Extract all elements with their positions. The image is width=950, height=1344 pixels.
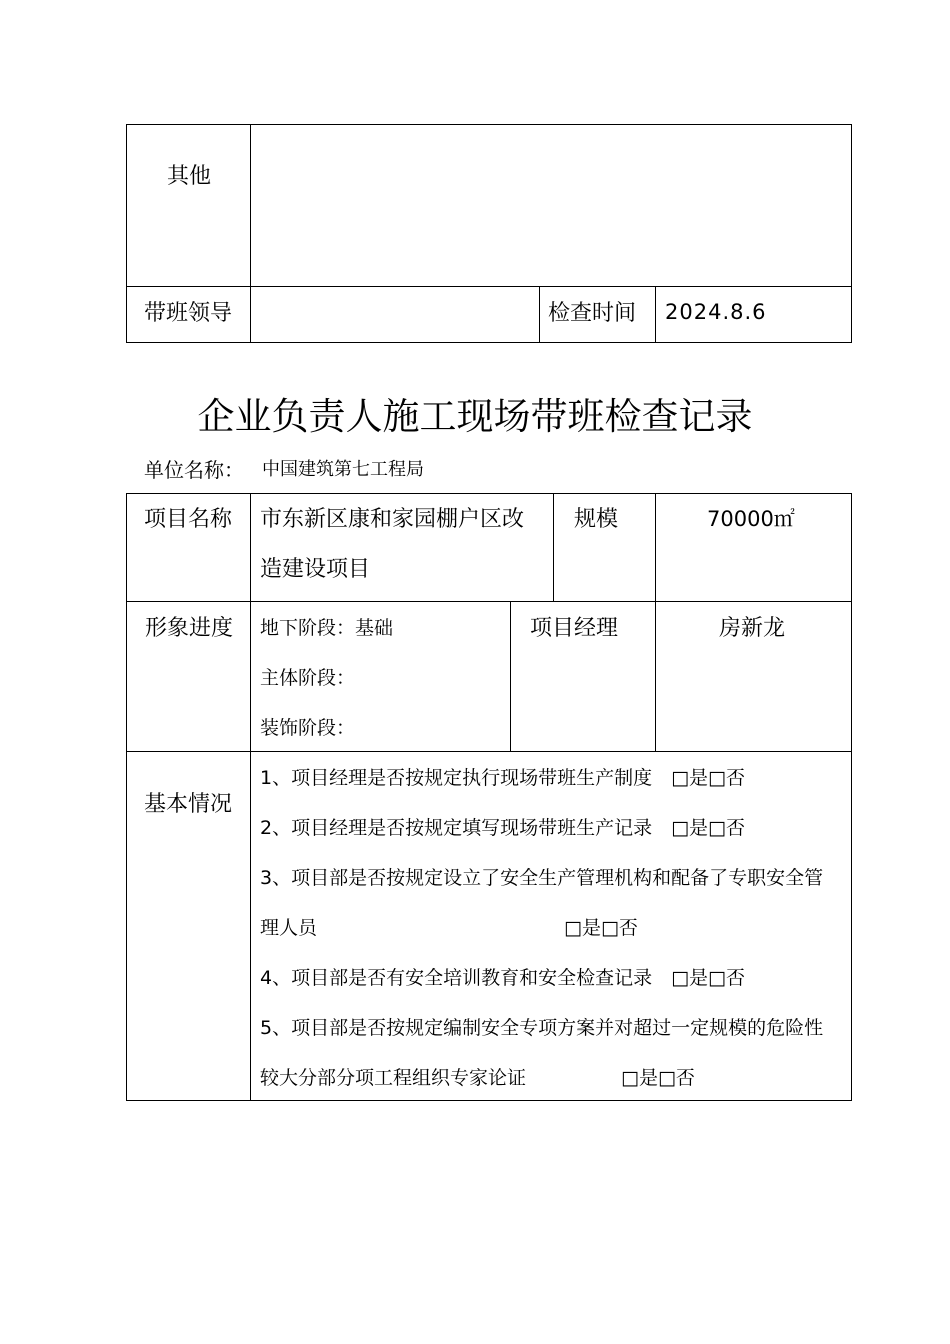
table-border [126,751,852,752]
progress-line: 地下阶段：基础 [260,617,394,639]
basic-line: 2、项目经理是否按规定填写现场带班生产记录 □是□否 [260,817,745,839]
table-border [126,1100,852,1101]
table-border [539,286,540,343]
table-border [250,124,251,343]
table-border [553,493,554,601]
project-name-label: 项目名称 [144,507,233,532]
unit-value: 中国建筑第七工程局 [262,459,424,480]
progress-label: 形象进度 [145,616,234,641]
table-border [851,493,852,1101]
check-time-label: 检查时间 [548,301,637,326]
basic-line: 3、项目部是否按规定设立了安全生产管理机构和配备了专职安全管 [260,867,824,889]
basic-line: 理人员 □是□否 [260,917,638,939]
table-border [126,493,852,494]
progress-line: 主体阶段： [260,667,356,689]
table-border [655,286,656,343]
basic-line: 5、项目部是否按规定编制安全专项方案并对超过一定规模的危险性 [260,1017,824,1039]
table-border [851,124,852,343]
basic-label: 基本情况 [144,792,233,817]
scale-value: 70000㎡ [707,507,795,531]
table-border [126,493,127,1101]
table-border [250,493,251,1101]
table-border [510,601,511,751]
check-time-value: 2024.8.6 [665,300,767,324]
manager-label: 项目经理 [530,616,619,641]
leader-label: 带班领导 [144,301,233,326]
page-title: 企业负责人施工现场带班检查记录 [197,395,753,438]
table-border [655,493,656,751]
table-border [126,342,852,343]
table-border [126,124,852,125]
basic-line: 4、项目部是否有安全培训教育和安全检查记录 □是□否 [260,967,745,989]
progress-line: 装饰阶段： [260,717,356,739]
basic-line: 1、项目经理是否按规定执行现场带班生产制度 □是□否 [260,767,745,789]
table-border [126,286,852,287]
manager-value: 房新龙 [719,616,786,641]
scale-label: 规模 [574,507,619,532]
project-name-line1: 市东新区康和家园棚户区改 [260,507,525,532]
project-name-line2: 造建设项目 [260,557,371,582]
table-border [126,601,852,602]
table-border [126,124,127,343]
other-label: 其他 [167,164,212,189]
basic-line: 较大分部分项工程组织专家论证 □是□否 [260,1067,695,1089]
unit-label: 单位名称： [144,458,244,482]
